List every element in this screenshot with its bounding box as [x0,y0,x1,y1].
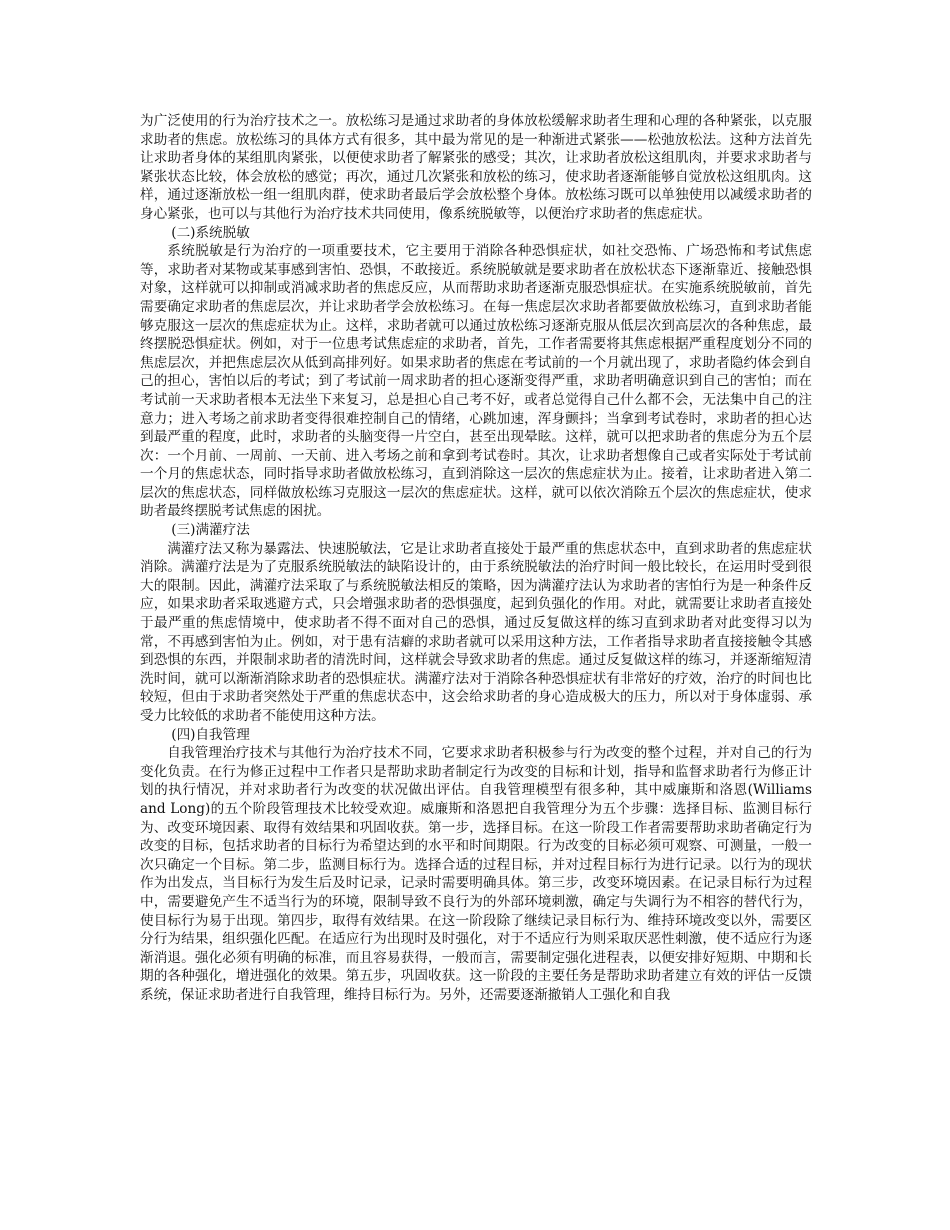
paragraph-systematic-desensitization: 系统脱敏是行为治疗的一项重要技术，它主要用于消除各种恐惧症状，如社交恐怖、广场恐怖和考试焦虑等，求助者对某物或某事感到害怕、恐惧，不敢接近。系统脱敏就是要求助者在放松状态下逐渐靠近、接触恐惧对象，这样就可以抑制或消减求助者的焦虑反应，从而帮助求助者逐渐克服恐惧症状。在实施系统脱敏前，首先需要确定求助者的焦虑层次，并让求助者学会放松练习。在每一焦虑层次求助者都要做放松练习，直到求助者能够克服这一层次的焦虑症状为止。这样，求助者就可以通过放松练习逐渐克服从低层次到高层次的各种焦虑，最终摆脱恐惧症状。例如，对于一位患考试焦虑症的求助者，首先，工作者需要将其焦虑根据严重程度划分不同的焦虑层次，并把焦虑层次从低到高排列好。如果求助者的焦虑在考试前的一个月就出现了，求助者隐约体会到自己的担心，害怕以后的考试；到了考试前一周求助者的担心逐渐变得严重，求助者明确意识到自己的害怕；而在考试前一天求助者根本无法坐下来复习，总是担心自己考不好，或者总觉得自己什么都不会，无法集中自己的注意力；进入考场之前求助者变得很难控制自己的情绪，心跳加速，浑身颤抖；当拿到考试卷时，求助者的担心达到最严重的程度，此时，求助者的头脑变得一片空白，甚至出现晕眩。这样，就可以把求助者的焦虑分为五个层次：一个月前、一周前、一天前、进入考场之前和拿到考试卷时。其次，让求助者想像自己或者实际处于考试前一个月的焦虑状态，同时指导求助者做放松练习，直到消除这一层次的焦虑症状为止。接着，让求助者进入第二层次的焦虑状态，同样做放松练习克服这一层次的焦虑症状。这样，就可以依次消除五个层次的焦虑症状，使求助者最终摆脱考试焦虑的困扰。 [140,243,812,520]
paragraph-relaxation-training: 为广泛使用的行为治疗技术之一。放松练习是通过求助者的身体放松缓解求助者生理和心理的各种紧张，以克服求助者的焦虑。放松练习的具体方式有很多，其中最为常见的是一种渐进式紧张——松弛放松法。这种方法首先让求助者身体的某组肌肉紧张，以便使求助者了解紧张的感受；其次，让求助者放松这组肌肉，并要求求助者与紧张状态比较，体会放松的感觉；再次，通过几次紧张和放松的练习，使求助者逐渐能够自觉放松这组肌肉。这样，通过逐渐放松一组一组肌肉群，使求助者最后学会放松整个身体。放松练习既可以单独使用以减缓求助者的身心紧张，也可以与其他行为治疗技术共同使用，像系统脱敏等，以便治疗求助者的焦虑症状。 [140,113,812,222]
section-heading-systematic-desensitization: (二)系统脱敏 [171,224,250,241]
section-heading-flooding-therapy: (三)满灌疗法 [171,522,250,539]
paragraph-self-management: 自我管理治疗技术与其他行为治疗技术不同，它要求求助者积极参与行为改变的整个过程，并对自己的行为变化负责。在行为修正过程中工作者只是帮助求助者制定行为改变的目标和计划，指导和监督求助者行为修正计划的执行情况，并对求助者行为改变的状况做出评估。自我管理模型有很多种，其中威廉斯和洛恩(Williams and Long)的五个阶段管理技术比较受欢迎。威廉斯和洛恩把自我管理分为五个步骤：选择目标、监测目标行为、改变环境因素、取得有效结果和巩固收获。第一步，选择目标。在这一阶段工作者需要帮助求助者确定行为改变的目标，包括求助者的目标行为希望达到的水平和时间期限。行为改变的目标必须可观察、可测量，一般一次只确定一个目标。第二步，监测目标行为。选择合适的过程目标，并对过程目标行为进行记录。以行为的现状作为出发点，当目标行为发生后及时记录，记录时需要明确具体。第三步，改变环境因素。在记录目标行为过程中，需要避免产生不适当行为的环境，限制导致不良行为的外部环境刺激，确定与失调行为不相容的替代行为，使目标行为易于出现。第四步，取得有效结果。在这一阶段除了继续记录目标行为、维持环境改变以外，需要区分行为结果，组织强化匹配。在适应行为出现时及时强化，对于不适应行为则采取厌恶性刺激，使不适应行为逐渐消退。强化必须有明确的标准，而且容易获得，一般而言，需要制定强化进程表，以便安排好短期、中期和长期的各种强化，增进强化的效果。第五步，巩固收获。这一阶段的主要任务是帮助求助者建立有效的评估一反馈系统，保证求助者进行自我管理，维持目标行为。另外，还需要逐渐撤销人工强化和自我 [140,745,812,1003]
section-heading-self-management: (四)自我管理 [171,726,250,743]
document-page [140,112,812,1005]
paragraph-flooding-therapy: 满灌疗法又称为暴露法、快速脱敏法，它是让求助者直接处于最严重的焦虑状态中，直到求助者的焦虑症状消除。满灌疗法是为了克服系统脱敏法的缺陷设计的，由于系统脱敏法的治疗时间一般比较长，在运用时受到很大的限制。因此，满灌疗法采取了与系统脱敏法相反的策略，因为满灌疗法认为求助者的害怕行为是一种条件反应，如果求助者采取逃避方式，只会增强求助者的恐惧强度，起到负强化的作用。对此，就需要让求助者直接处于最严重的焦虑情境中，使求助者不得不面对自己的恐惧，通过反复做这样的练习直到求助者对此变得习以为常，不再感到害怕为止。例如，对于患有洁癖的求助者就可以采用这种方法，工作者指导求助者直接接触令其感到恐惧的东西，并限制求助者的清洗时间，这样就会导致求助者的焦虑。通过反复做这样的练习，并逐渐缩短清洗时间，就可以渐渐消除求助者的恐惧症状。满灌疗法对于消除各种恐惧症状有非常好的疗效，治疗的时间也比较短，但由于求助者突然处于严重的焦虑状态中，这会给求助者的身心造成极大的压力，所以对于身体虚弱、承受力比较低的求助者不能使用这种方法。 [140,540,812,724]
